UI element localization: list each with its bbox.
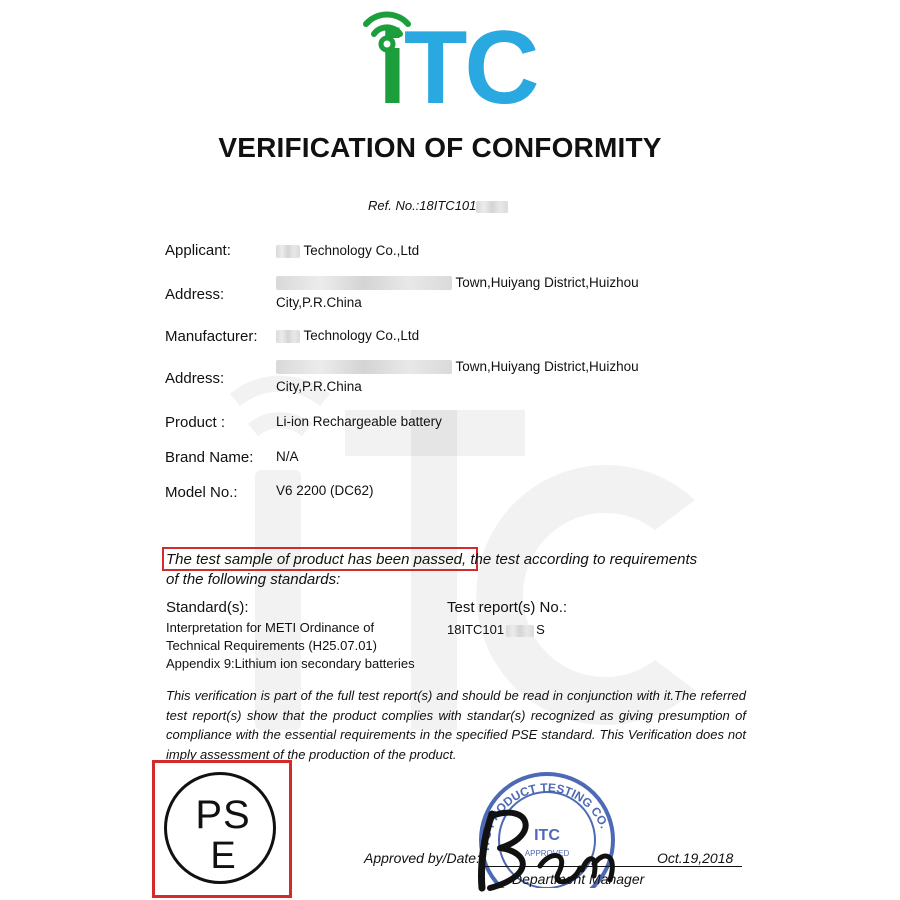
manufacturer-address-value bbox=[276, 357, 639, 397]
redacted-block bbox=[476, 201, 508, 213]
applicant-address-value bbox=[276, 273, 639, 313]
stamp-center-text: ITC bbox=[534, 827, 560, 844]
approved-by-label: Approved by/Date: bbox=[364, 850, 480, 866]
applicant-address-line1: Town,Huiyang District,Huizhou bbox=[455, 275, 639, 290]
redacted-block bbox=[276, 245, 300, 258]
applicant-value-text: Technology Co.,Ltd bbox=[303, 243, 420, 258]
brand-name-label: Brand Name: bbox=[165, 449, 254, 466]
manufacturer-address-label: Address: bbox=[165, 370, 225, 387]
standards-label: Standard(s): bbox=[166, 599, 249, 616]
redacted-block bbox=[506, 625, 534, 637]
standard-line: Appendix 9:Lithium ion secondary batteries bbox=[166, 656, 415, 671]
logo-letters-tc: TC bbox=[403, 10, 537, 126]
test-report-number bbox=[447, 621, 545, 639]
pse-mark-ps: PS bbox=[195, 793, 251, 837]
product-label: Product : bbox=[165, 414, 226, 431]
reference-number bbox=[368, 198, 508, 213]
test-report-suffix: S bbox=[536, 622, 545, 637]
applicant-label: Applicant: bbox=[165, 242, 231, 259]
redacted-block bbox=[276, 360, 452, 374]
stamp-sub-text: APPROVED bbox=[524, 849, 570, 858]
stamp-ring-text: ITC PRODUCT TESTING CO. bbox=[477, 780, 612, 851]
logo-letter-i: i bbox=[378, 10, 404, 126]
test-statement bbox=[166, 550, 697, 590]
manufacturer-label: Manufacturer: bbox=[165, 328, 258, 345]
signature-line bbox=[480, 866, 742, 867]
standards-intro-text: of the following standards: bbox=[166, 571, 341, 588]
pse-mark-e: E bbox=[210, 835, 236, 877]
approval-date: Oct.19,2018 bbox=[657, 850, 734, 866]
model-number-label: Model No.: bbox=[165, 484, 238, 501]
test-report-label: Test report(s) No.: bbox=[447, 599, 568, 616]
reference-number-text: Ref. No.:18ITC101 bbox=[368, 198, 477, 213]
verification-note: This verification is part of the full test report(s) and should be read in conjunction with it.The referred test report(s) show that the product complies with standar(s) recognized as giving presumption of compliance with the essential requirements in the specified PSE standard. This Verification does not imply assessment of the production of the product. bbox=[166, 688, 746, 762]
manufacturer-address-line1: Town,Huiyang District,Huizhou bbox=[455, 359, 639, 374]
manufacturer-value-text: Technology Co.,Ltd bbox=[303, 328, 420, 343]
test-passed-text: The test sample of product has been passed, bbox=[166, 551, 467, 568]
redacted-block bbox=[276, 330, 300, 343]
pse-mark-box bbox=[152, 760, 292, 898]
itc-logo bbox=[360, 4, 537, 126]
test-report-prefix: 18ITC101 bbox=[447, 622, 505, 637]
redacted-block bbox=[276, 276, 452, 290]
applicant-value bbox=[276, 241, 419, 261]
approver-role: Department Manager bbox=[512, 871, 645, 887]
brand-name-value: N/A bbox=[276, 449, 299, 464]
pse-mark-circle bbox=[164, 772, 276, 884]
manufacturer-value bbox=[276, 326, 419, 346]
standards-list bbox=[166, 619, 415, 673]
document-title: VERIFICATION OF CONFORMITY bbox=[218, 132, 662, 163]
manufacturer-address-line2: City,P.R.China bbox=[276, 379, 362, 394]
applicant-address-line2: City,P.R.China bbox=[276, 295, 362, 310]
model-number-value: V6 2200 (DC62) bbox=[276, 483, 374, 498]
test-requirements-text: the test according to requirements bbox=[466, 551, 698, 568]
standard-line: Technical Requirements (H25.07.01) bbox=[166, 638, 377, 653]
product-value: Li-ion Rechargeable battery bbox=[276, 414, 442, 429]
standard-line: Interpretation for METI Ordinance of bbox=[166, 620, 375, 635]
applicant-address-label: Address: bbox=[165, 286, 225, 303]
